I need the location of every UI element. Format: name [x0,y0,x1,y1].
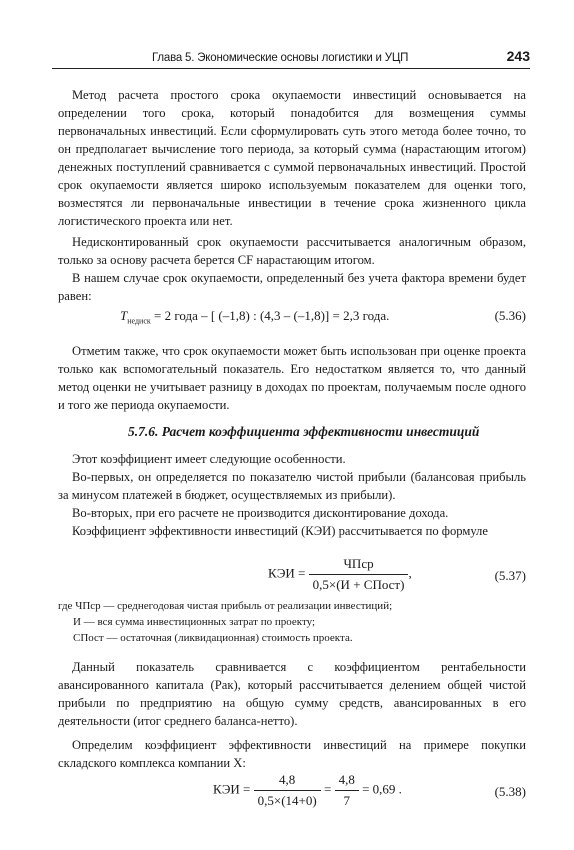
paragraph-undiscounted: Недисконтированный срок окупаемости рассчитывается аналогичным образом, только за основу расчета берется CF нарастающим итогом. [58,235,526,267]
numerator: 4,8 [335,772,359,791]
paragraph-note: Отметим также, что срок окупаемости может быть использован при оценке проекта только как вспомогательный показатель. Его недостатком является то, что данный метод оценки не учитывает разницу в доходах по проектам, получаемым после одного и того же периода окупаемости. [58,344,526,412]
denominator: 7 [343,793,350,808]
section-title: 5.7.6. Расчет коэффициента эффективности инвестиций [128,424,480,439]
definition-line: И — вся сумма инвестиционных затрат по проекту; [73,616,316,628]
fraction [335,772,359,809]
equation-5-37 [58,556,526,596]
running-header [52,50,530,69]
equation-body [120,308,389,326]
eq-lhs-sub: недиск [127,316,151,326]
paragraph-payback-method: Метод расчета простого срока окупаемости инвестиций основывается на определении того срока, который понадобится для возмещения суммы первоначальных инвестиций. Если сформулировать суть этого метода более точно, то он предполагает вычисление того периода, за который сумма (нарастающим итогом) денежных поступлений сравнивается с суммой первоначальных инвестиций. Простой срок окупаемости является широко используемым показателем для оценки того, возместятся ли первоначальные инвестиции в течение срока жизненного цикла логистического проекта или нет. [58,88,526,228]
eq-lhs: КЭИ = [213,781,251,797]
equation-5-36 [58,304,526,330]
equation-number: (5.36) [494,308,526,323]
definition-line: где ЧПср — среднегодовая чистая прибыль от реализации инвестиций; [58,600,393,612]
paragraph-comparison: Данный показатель сравнивается с коэффициентом рентабельности авансированного капитала (Рак), который рассчитывается делением общей чистой прибыли по предприятию на общую сумму средств, авансированных в его деятельности (итог среднего баланса-нетто). [58,660,526,728]
denominator: 0,5×(И + СПост) [312,577,405,592]
paragraph-example: Определим коэффициент эффективности инвестиций на примере покупки складского комплекса компании X: [58,738,526,770]
eq-lhs: Т [120,308,128,323]
fraction [254,772,321,809]
paragraph-first: Во-первых, он определяется по показателю чистой прибыли (балансовая прибыль за минусом платежей в бюджет, осуществляемых из прибыли). [58,470,526,502]
chapter-title: Глава 5. Экономические основы логистики и УЦП [152,52,409,64]
eq-tail: , [408,565,412,581]
paragraph-formula-intro: Коэффициент эффективности инвестиций (КЭИ) рассчитывается по формуле [72,524,488,538]
equation-number: (5.38) [494,784,526,799]
eq-tail: = 0,69 . [362,781,402,797]
definition-line: СПост — остаточная (ликвидационная) стоимость проекта. [73,632,353,644]
denominator: 0,5×(14+0) [257,793,317,808]
eq-rhs: = 2 года – [ (–1,8) : (4,3 – (–1,8)] = 2,3 года. [150,308,390,323]
paragraph-second: Во-вторых, при его расчете не производится дисконтирование дохода. [72,506,449,520]
paragraph-features: Этот коэффициент имеет следующие особенности. [72,452,346,466]
equation-5-38: КЭИ = $\frac{4,8}{0,5\times(14+0)}$ = $\frac{4,8}{7}$ = 0,69 . (5.38) [213,772,526,808]
page-number: 243 [506,48,530,64]
numerator: 4,8 [254,772,321,791]
fraction [309,556,412,593]
paragraph-our-case: В нашем случае срок окупаемости, определенный без учета фактора времени будет равен: [58,271,526,303]
numerator: ЧПср [309,556,409,575]
equation-number: (5.37) [494,568,526,583]
eq-lhs: КЭИ = [268,565,306,581]
